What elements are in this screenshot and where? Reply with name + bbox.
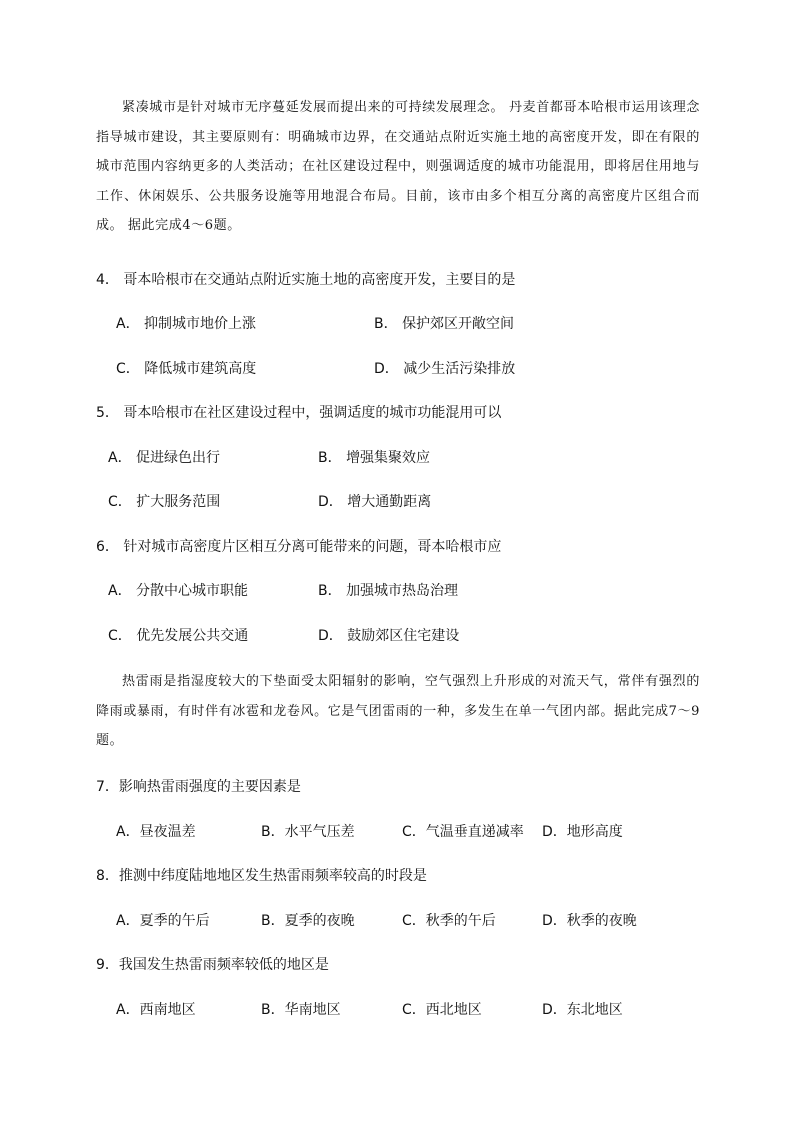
question-7-option-b: B．水平气压差 [261,824,355,840]
question-9-option-d: D．东北地区 [542,1002,623,1018]
question-4-option-a: A． 抑制城市地价上涨 [116,316,257,332]
question-4-option-b: B． 保护郊区开敞空间 [374,316,515,332]
question-7-option-a: A．昼夜温差 [116,824,196,840]
reading-passage-2: 热雷雨是指湿度较大的下垫面受太阳辐射的影响，空气强烈上升形成的对流天气，常伴有强烈的降雨或暴雨，有时伴有冰雹和龙卷风。它是气团雷雨的一种，多发生在单一气团内部。据此完成7～9题。 [96,674,700,749]
question-7-option-c: C．气温垂直递减率 [402,824,524,840]
question-9-option-b: B．华南地区 [261,1002,341,1018]
question-6-option-c: C． 优先发展公共交通 [108,628,249,644]
question-8-stem: 8．推测中纬度陆地地区发生热雷雨频率较高的时段是 [96,868,427,884]
reading-passage-1: 紧凑城市是针对城市无序蔓延发展而提出来的可持续发展理念。 丹麦首都哥本哈根市运用该理念指导城市建设，其主要原则有：明确城市边界，在交通站点附近实施土地的高密度开发，即在有限的城市范围内容纳更多的人类活动；在社区建设过程中，则强调适度的城市功能混用，即将居住用地与工作、休闲娱乐、公共服务设施等用地混合布局。目前，该市由多个相互分离的高密度片区组合而成。 据此完成4～6题。 [96,100,700,234]
question-4-option-c: C． 降低城市建筑高度 [116,361,257,377]
question-6-option-a: A． 分散中心城市职能 [108,583,249,599]
question-8-option-b: B．夏季的夜晚 [261,913,355,929]
question-8-option-c: C．秋季的午后 [402,913,496,929]
question-9-option-c: C．西北地区 [402,1002,482,1018]
question-9-option-a: A．西南地区 [116,1002,196,1018]
question-4-option-d: D． 减少生活污染排放 [374,361,516,377]
question-7-stem: 7．影响热雷雨强度的主要因素是 [96,779,301,795]
question-5-option-d: D． 增大通勤距离 [318,494,432,510]
question-8-option-d: D．秋季的夜晚 [542,913,637,929]
question-6-stem: 6． 针对城市高密度片区相互分离可能带来的问题，哥本哈根市应 [96,539,502,555]
question-4-stem: 4． 哥本哈根市在交通站点附近实施土地的高密度开发，主要目的是 [96,272,516,288]
question-7-option-d: D．地形高度 [542,824,623,840]
question-6-option-d: D． 鼓励郊区住宅建设 [318,628,460,644]
question-8-option-a: A．夏季的午后 [116,913,210,929]
question-5-option-c: C． 扩大服务范围 [108,494,221,510]
question-5-stem: 5． 哥本哈根市在社区建设过程中，强调适度的城市功能混用可以 [96,405,502,421]
question-5-option-b: B． 增强集聚效应 [318,450,431,466]
question-5-option-a: A． 促进绿色出行 [108,450,221,466]
question-9-stem: 9．我国发生热雷雨频率较低的地区是 [96,957,329,973]
question-6-option-b: B． 加强城市热岛治理 [318,583,459,599]
